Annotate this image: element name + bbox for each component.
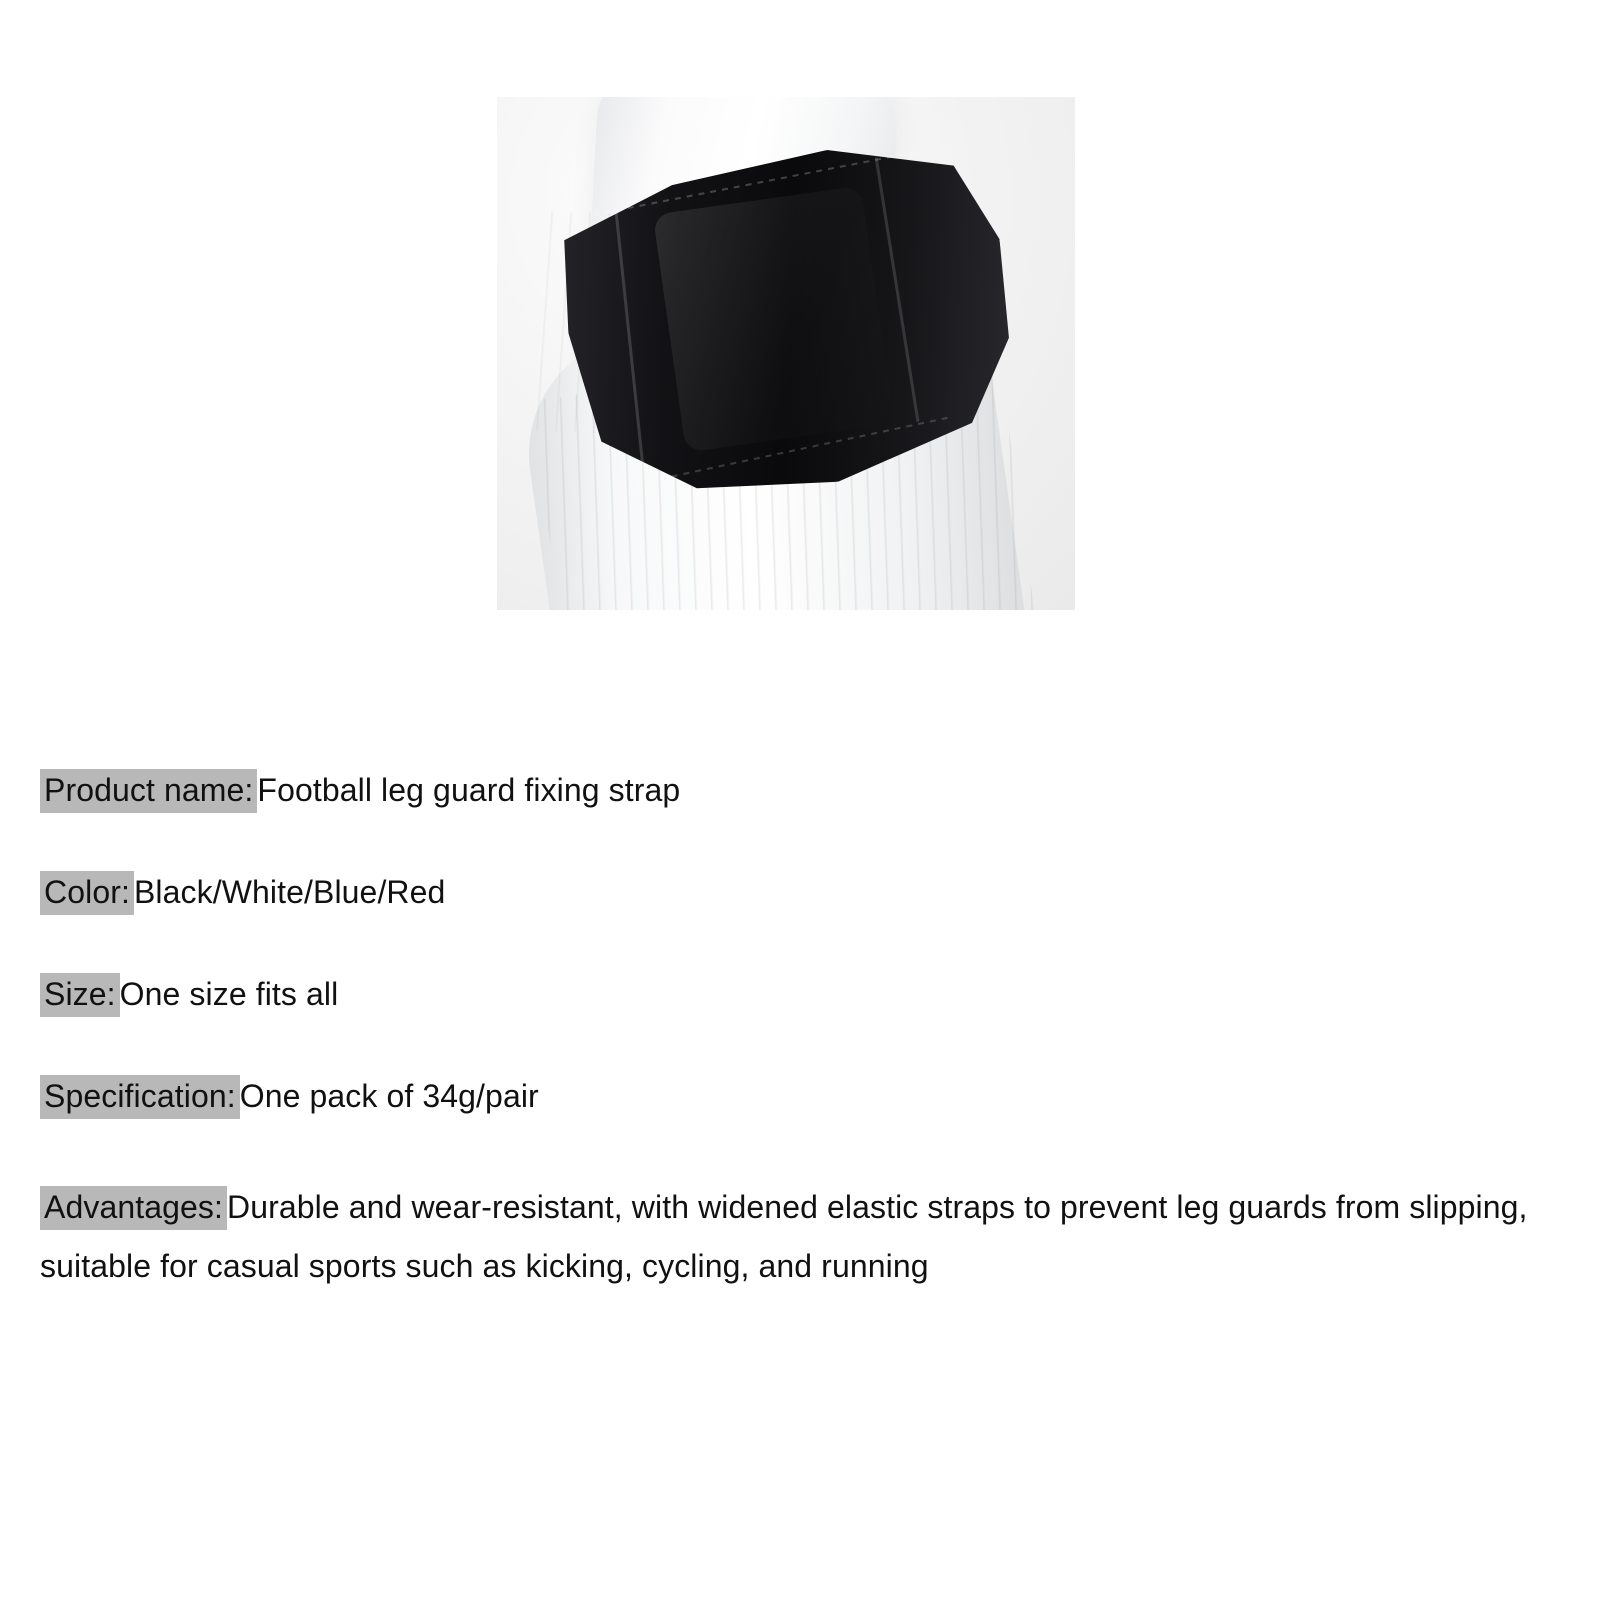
- spec-label-size: Size:: [40, 973, 120, 1017]
- spec-value-size: One size fits all: [119, 976, 339, 1012]
- spec-value-product-name: Football leg guard fixing strap: [257, 772, 681, 808]
- product-photo-background: [497, 97, 1075, 610]
- specification-list: [0, 770, 1600, 1296]
- spec-label-advantages: Advantages:: [40, 1186, 227, 1230]
- spec-label-product-name: Product name:: [40, 769, 257, 813]
- strap-highlight: [653, 186, 894, 453]
- spec-row-advantages: [40, 1178, 1560, 1296]
- spec-row-product-name: [40, 770, 1560, 810]
- spec-value-specification: One pack of 34g/pair: [239, 1078, 539, 1114]
- spec-row-size: [40, 974, 1560, 1014]
- leg-guard-strap: [548, 128, 1030, 516]
- product-image: [497, 97, 1075, 610]
- spec-row-specification: [40, 1076, 1560, 1116]
- spec-label-specification: Specification:: [40, 1075, 240, 1119]
- spec-row-color: [40, 872, 1560, 912]
- spec-value-color: Black/White/Blue/Red: [133, 874, 446, 910]
- spec-value-advantages: Durable and wear-resistant, with widened elastic straps to prevent leg guards from slipping, suitable for casual sports such as kicking, cycling, and running: [40, 1189, 1528, 1285]
- spec-label-color: Color:: [40, 871, 134, 915]
